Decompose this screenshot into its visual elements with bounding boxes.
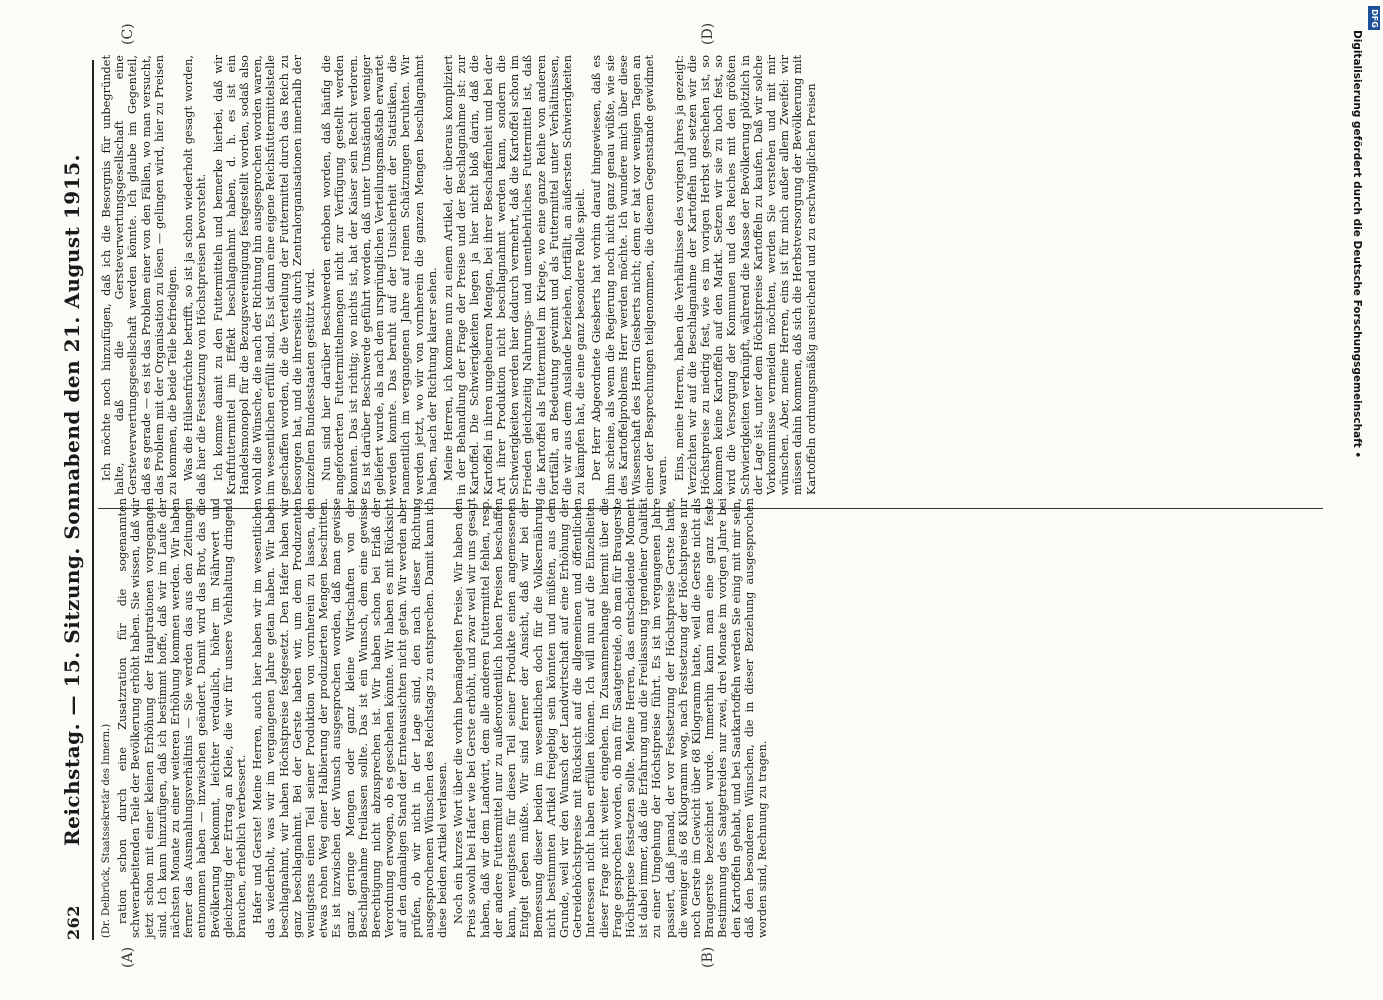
- paragraph: Was die Hülsenfrüchte betrifft, so ist ja schon wiederholt gesagt worden, daß hier die Festsetzung von Höchstpreisen bevorsteht.: [182, 55, 209, 495]
- header-rule: [92, 60, 94, 940]
- paragraph: Hafer und Gerste! Meine Herren, auch hier haben wir im wesentlichen das wiederholt, was wir im vergangenen Jahre getan haben. Wir haben beschlagnahmt, wir haben Höchstpreise festgesetzt. Den Hafer haben wir ganz beschlagnahmt. Bei der Gerste haben wir, um dem Produzenten wenigstens einen Teil seiner Produktion von vornherein zu lassen, den etwas rohen Weg einer Halbierung der produzierten Mengen beschritten. Es ist inzwischen der Wunsch ausgesprochen worden, daß man gewisse ganz geringe Mengen oder ganz kleine Wirtschaften von der Beschlagnahme freilassen sollte. Das ist ein Wunsch, dem eine gewisse Berechtigung nicht abzusprechen ist. Wir haben schon bei Erlaß der Verordnung erwogen, ob es geschehen könnte. Wir haben es mit Rücksicht auf den damaligen Stand der Ernteaussichten nicht getan. Wir werden aber prüfen, ob wir nicht in der Lage sind, den nach dieser Richtung ausgesprochenen Wünschen des Reichstags zu entsprechen. Damit kann ich diese beiden Artikel verlassen.: [251, 498, 450, 938]
- dfg-logo-badge: DFG: [1368, 6, 1380, 30]
- paragraph: ration schon durch eine Zusatzration für die sogenannten schwerarbeitenden Teile der Bevölkerung erhöht haben. Sie wissen, daß wir jetzt schon mit einer kleinen Erhöhung der Hauptrationen vorgegangen sind. Ich kann hinzufügen, daß ich bestimmt hoffe, daß wir im Laufe der nächsten Monate zu einer weiteren Erhöhung kommen werden. Wir haben ferner das Ausmahlungsverhältnis — Sie werden das aus den Zeitungen entnommen haben — inzwischen geändert. Damit wird das Brot, das die Bevölkerung bekommt, leichter verdaulich, höher im Nährwert und gleichzeitig der Ertrag an Kleie, die wir für unsere Viehhaltung dringend brauchen, erheblich verbessert.: [116, 498, 249, 938]
- paragraph: Noch ein kurzes Wort über die vorhin bemängelten Preise. Wir haben den Preis sowohl bei Hafer wie bei Gerste erhöht, und zwar weil wir uns gesagt haben, daß wir dem Landwirt, dem alle anderen Futtermittel fehlen, resp. der andere Futtermittel nur zu außerordentlich hohen Preisen beschaffen kann, wenigstens für diesen Teil seiner Produkte einen angemessenen Entgelt geben müßte. Wir sind ferner der Ansicht, daß wir bei der Bemessung dieser beiden im wesentlichen doch für die Volksernährung nicht bestimmten Artikel freigebig sein könnten und müßten, aus dem Grunde, weil wir den Wunsch der Landwirtschaft auf eine Erhöhung der Getreidehöchstpreise mit Rücksicht auf die allgemeinen und öffentlichen Interessen nicht haben erfüllen können. Ich will nun auf die Einzelheiten dieser Frage nicht weiter eingehen. Im Zusammenhange hiermit über die Frage gesprochen worden, ob man für Saatgetreide, ob man für Braugerste Höchstpreise festsetzen sollte. Meine Herren, das entscheidende Moment ist dabei immer, daß die Erfahrung und die Freilassung irgendeiner Qualität zu einer Umgehung der Höchstpreise führt. Es ist im vergangenen Jahre passiert, daß jemand, der vor Festsetzung der Höchstpreise Gerste hatte, die weniger als 68 Kilogramm wog, nach Festsetzung der Höchstpreise nur noch Gerste im Gewicht über 68 Kilogramm hatte, weil die Gerste nicht als Braugerste bezeichnet wurde. Immerhin kann man eine ganz feste Bestimmung des Saatgetreides nur zwei, drei Monate im vorigen Jahre bei den Kartoffeln gehabt, und bei Saatkartoffeln werden Sie einig mit mir sein, daß den besonderen Wünschen, die in dieser Beziehung ausgesprochen worden sind, Rechnung zu tragen.: [452, 498, 769, 938]
- paragraph: Ich komme damit zu den Futtermitteln und bemerke hierbei, daß wir Kraftfuttermittel im Effekt beschlagnahmt haben, d. h. es ist ein Handelsmonopol für die Bezugsvereinigung festgestellt worden, sodaß also wohl die Wünsche, die nach der Richtung hin ausgesprochen worden waren, im wesentlichen erfüllt sind. Es ist dann eine eigene Reichsfuttermittelstelle geschaffen worden, die die Verteilung der Futtermittel durch das Reich zu besorgen hat, und die ihrerseits durch Zentralorganisationen innerhalb der einzelnen Bundesstaaten gestützt wird.: [211, 55, 318, 495]
- paragraph: Meine Herren, ich komme nun zu einem Artikel, der überaus kompliziert in der Behandlung der Frage der Preise und der Beschlagnahme ist: zur Kartoffel. Die Schwierigkeiten liegen ja hier nicht bloß darin, daß die Kartoffel in ihren ungeheuren Mengen, bei ihrer Beschaffenheit und bei der Art ihrer Produktion nicht beschlagnahmt werden kann, sondern die Schwierigkeiten werden hier dadurch vermehrt, daß die Kartoffel schon im Frieden gleichzeitig Nahrungs- und unentbehrliches Futtermittel ist, daß die Kartoffel als Futtermittel im Kriege, wo eine ganze Reihe von anderen fortfällt, an Bedeutung gewinnt und als Futtermittel unter Verhältnissen, die wir aus dem Auslande beziehen, fortfällt, an äußersten Schwierigkeiten zu kämpfen hat, die eine ganz besondere Rolle spielt.: [442, 55, 588, 495]
- page-header: [60, 60, 88, 940]
- margin-letter-b: (B): [700, 946, 716, 968]
- margin-letter-a: (A): [120, 946, 136, 968]
- paragraph: Ich möchte noch hinzufügen, daß ich die Besorgnis für unbegründet halte, daß die Gersteverwertungsgesellschaft eine Gersteverwertungsgesellschaft werden könnte. Ich glaube im Gegenteil, daß es gerade — es ist das Problem einer von den Fällen, wo man versucht, das Problem mit der Organisation zu lösen — gelingen wird, hier zu Preisen zu kommen, die beide Teile befriedigen.: [100, 55, 180, 495]
- digitization-credit: Digitalisierung gefördert durch die Deutsche Forschungsgemeinschaft •: [1351, 30, 1363, 459]
- paragraph: Der Herr Abgeordnete Giesberts hat vorhin darauf hingewiesen, daß es ihm scheine, als wenn die Regierung noch nicht ganz genau wüßte, wie sie des Kartoffelproblems Herr werden möchte. Ich wundere mich über diese Wissenschaft des Herrn Giesberts nicht; denn er hat vor wenigen Tagen an einer der Besprechungen teilgenommen, die diesem Gegenstande gewidmet waren.: [590, 55, 670, 495]
- margin-letter-d: (D): [700, 22, 716, 45]
- page-number: 262: [64, 905, 83, 940]
- right-column: [100, 55, 821, 495]
- paragraph: Nun sind hier darüber Beschwerden erhoben worden, daß häufig die angeforderten Futtermittelmengen nicht zur Verfügung gestellt werden konnten. Das ist richtig; wo nichts ist, hat der Kaiser sein Recht verloren. Es ist darüber Beschwerde geführt worden, daß unter Umständen weniger geliefert wurde, als nach dem ursprünglichen Verteilungsmaßstab erwartet werden konnte. Das beruht auf der Unsicherheit der Statistiken, die namentlich im vergangenen Jahre auf reinen Schätzungen beruhten. Wir werden jetzt, wo wir von vornherein die ganzen Mengen beschlagnahmt haben, nach der Richtung klarer sehen.: [320, 55, 439, 495]
- paragraph: Eins, meine Herren, haben die Verhältnisse des vorigen Jahres ja gezeigt: Verzichten wir auf die Beschlagnahme der Kartoffeln und setzen wir die Höchstpreise zu niedrig fest, wie es im vorigen Herbst geschehen ist, so kommen keine Kartoffeln auf den Markt. Setzen wir sie zu hoch fest, so wird die Versorgung der Kommunen und des Reiches mit den größten Schwierigkeiten verknüpft, während die Masse der Bevölkerung plötzlich in der Lage ist, unter dem Höchstpreise Kartoffeln zu kaufen. Daß wir solche Vorkommnisse vermeiden möchten, werden Sie verstehen und mit mir wünschen. Aber, meine Herren, eins ist für mich außer allem Zweifel: wir müssen dahin kommen, daß sich die Herbstversorgung der Bevölkerung mit Kartoffeln ordnungsmäßig ausreichend und zu erschwinglichen Preisen: [672, 55, 818, 495]
- speaker-line: (Dr. Delbrück, Staatssekretär des Innern.): [101, 723, 112, 938]
- left-column: [100, 498, 772, 938]
- page-title: Reichstag. — 15. Sitzung. Sonnabend den 21. August 1915.: [60, 153, 84, 847]
- margin-letter-c: (C): [120, 23, 136, 45]
